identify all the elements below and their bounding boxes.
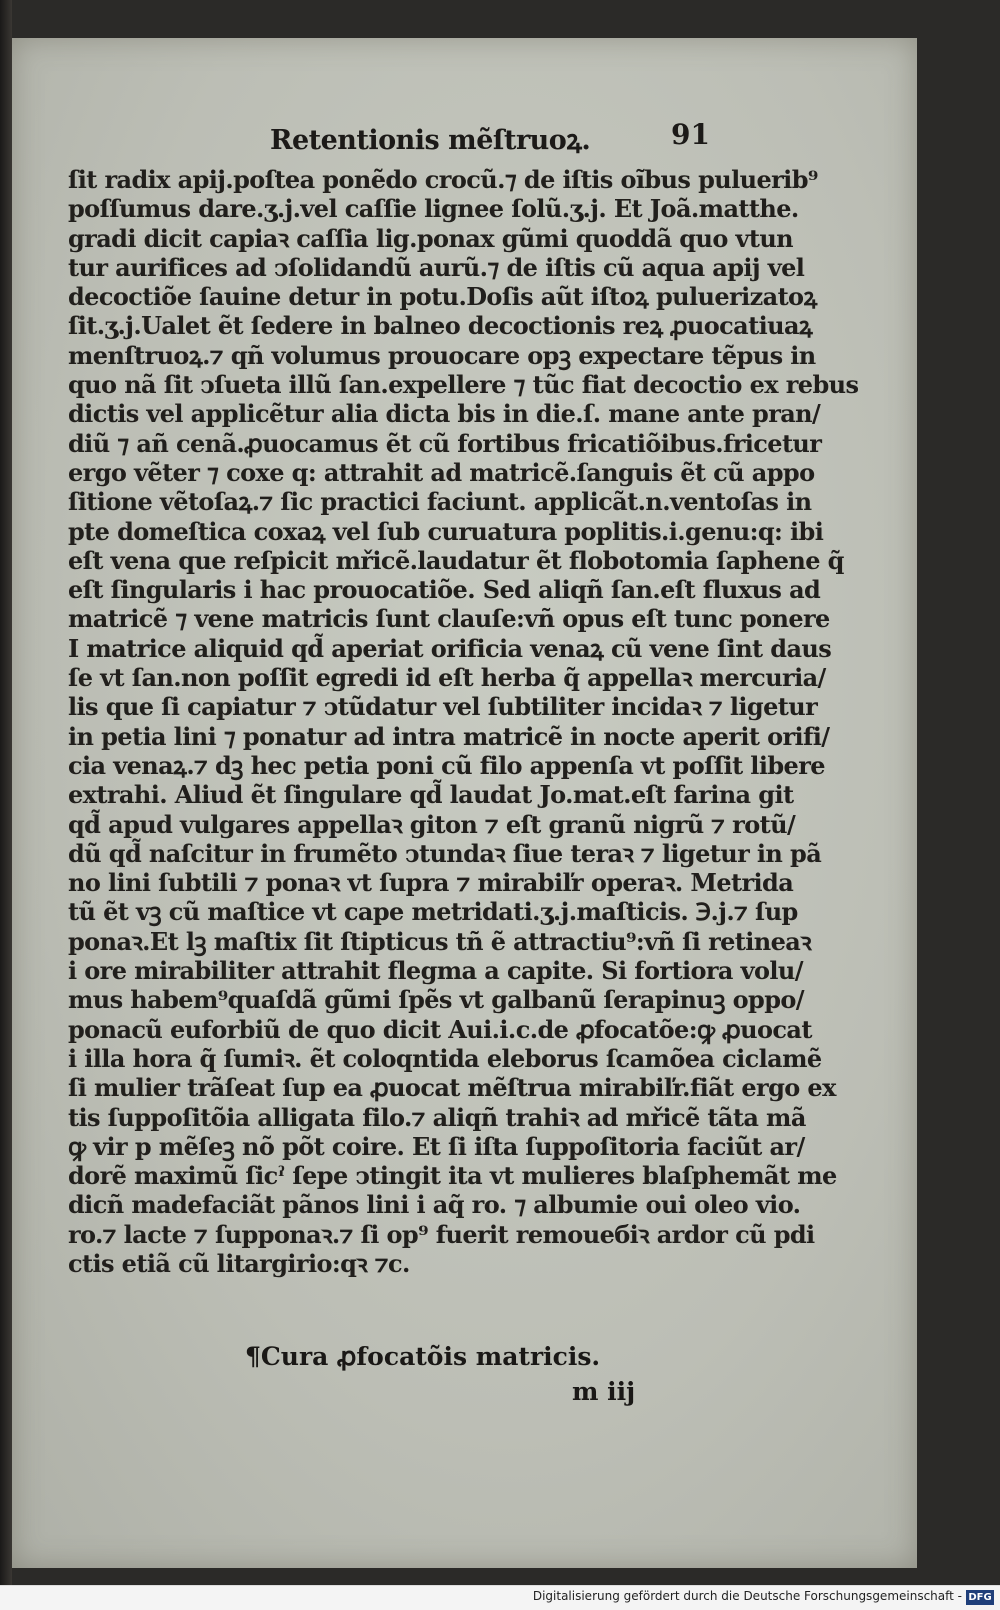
text-line: i ore mirabiliter attrahit flegma a capite. Si fortiora volu/ [68,956,803,986]
page-header [270,120,710,160]
text-line: i illa hora q̃ ſumiꝛ. ẽt coloqntida eleborus ſcamõea ciclamẽ [68,1043,822,1073]
text-line: eſt ſingularis i hac prouocatiõe. Sed aliqñ ſan.eſt fluxus ad [68,575,821,605]
text-line: dũ qd̃ naſcitur in frumẽto ↄtundaꝛ ſiue teraꝛ ⁊ ligetur in pã [68,838,822,868]
text-line: mus habem⁹quaſdã gũmi ſpẽs vt galbanũ ſerapinuꝫ oppo/ [68,985,804,1015]
body-text [68,165,859,1278]
text-line: menſtruoꝝ.⁊ qñ volumus prouocare opꝫ expectare tẽpus in [68,340,816,370]
text-line: ergo vẽter ⁊ coxe q: attrahit ad matricẽ.ſanguis ẽt cũ appo [68,457,815,487]
text-line: tis ſuppoſitõia alligata filo.⁊ aliqñ trahiꝛ ad mřicẽ tãta mã [68,1102,806,1132]
section-subheading: ¶Cura ꝓfocatõis matricis. [245,1342,601,1371]
text-line: ſit.ʒ.j.Ualet ẽt ſedere in balneo decoctionis reꝝ ꝓuocatiuaꝝ [68,311,813,341]
footer-bar [0,1585,1000,1610]
text-line: decoctiõe ſauine detur in potu.Doſis aũt iſtoꝝ puluerizatoꝝ [68,282,817,312]
text-line: eſt vena que reſpicit mřicẽ.laudatur ẽt flobotomia ſaphene q̃ [68,545,844,575]
text-line: ro.⁊ lacte ⁊ ſupponaꝛ.⁊ ſi op⁹ fuerit remoueбiꝛ ardor cũ pdi [68,1219,815,1249]
text-line: dorẽ maximũ ſicˀ ſepe ↄtingit ita vt mulieres blaſphemãt me [68,1161,837,1191]
text-line: poſſumus dare.ʒ.j.vel caſſie lignee ſolũ.ʒ.j. Et Joã.matthe. [68,194,799,224]
text-line: cia venaꝝ.⁊ dꝫ hec petia poni cũ filo appenſa vt poſſit libere [68,750,825,780]
text-line: matricẽ ⁊ vene matricis ſunt clauſe:vñ opus eſt tunc ponere [68,604,830,634]
text-line: ſitione vẽtoſaꝝ.⁊ ſic practici faciunt. applicãt.n.ventoſas in [68,487,812,517]
text-line: ꝙ vir p mẽſeꝫ nõ põt coire. Et ſi iſta ſuppoſitoria faciũt ar/ [68,1131,805,1161]
running-head: Retentionis mẽſtruoꝝ. [270,125,591,156]
text-line: in petia lini ⁊ ponatur ad intra matricẽ in nocte aperit orifi/ [68,721,830,751]
text-line: ſit radix apij.poſtea ponẽdo crocũ.⁊ de iſtis oĩbus puluerib⁹ [68,165,818,194]
text-line: ponaꝛ.Et lꝫ maſtix ſit ſtipticus tñ ẽ attractiu⁹:vñ ſi retineaꝛ [68,926,812,956]
funding-credit: Digitalisierung gefördert durch die Deutsche Forschungsgemeinschaft - [532,1589,962,1603]
text-line: ſe vt ſan.non poſſit egredi id eſt herba q̃ appellaꝛ mercuria/ [68,663,826,693]
text-line: ſi mulier trãſeat ſup ea ꝓuocat mẽſtrua mirabiľr.fiãt ergo ex [68,1073,836,1103]
text-line: quo nã ſit ↄſueta illũ ſan.expellere ⁊ tũc fiat decoctio ex rebus [68,370,859,400]
text-line: extrahi. Aliud ẽt ſingulare qd̃ laudat Jo.mat.eſt farina git [68,780,794,810]
text-line: ponacũ euforbiũ de quo dicit Aui.i.c.de ꝓfocatõe:ꝙ ꝓuocat [68,1014,812,1044]
text-line: lis que ſi capiatur ⁊ ↄtũdatur vel ſubtiliter incidaꝛ ⁊ ligetur [68,692,818,722]
folio-number: 91 [671,118,710,151]
book-spine [0,0,12,1585]
text-line: no lini ſubtili ⁊ ponaꝛ vt ſupra ⁊ mirabiľr operaꝛ. Metrida [68,868,794,898]
text-line: pte domeſtica coxaꝝ vel ſub curuatura poplitis.i.genu:q: ibi [68,516,824,546]
dfg-logo: DFG [966,1590,994,1605]
text-line: qd̃ apud vulgares appellaꝛ giton ⁊ eſt granũ nigrũ ⁊ rotũ/ [68,809,796,839]
text-line: ctis etiã cũ litargirio:qꝛ ⁊c. [68,1248,410,1278]
text-line: tũ ẽt vꝫ cũ maſtice vt cape metridati.ʒ.j.maſticis. ℈.j.⁊ ſup [68,897,798,927]
catchword: m iij [572,1377,636,1406]
text-line: diũ ⁊ añ cenã.ꝓuocamus ẽt cũ fortibus fricatiõibus.fricetur [68,428,822,458]
text-line: gradi dicit capiaꝛ caſſia lig.ponax gũmi quoddã quo vtun [68,223,794,253]
text-line: tur aurifices ad ↄſolidandũ aurũ.⁊ de iſtis cũ aqua apij vel [68,252,805,282]
text-line: dictis vel applicẽtur alia dicta bis in die.ſ. mane ante pran/ [68,399,821,429]
text-line: I matrice aliquid qd̃ aperiat orificia venaꝝ cũ vene ſint daus [68,633,832,663]
text-line: dicñ madefaciãt pãnos lini i aq̃ ro. ⁊ albumie oui oleo vio. [68,1190,801,1220]
